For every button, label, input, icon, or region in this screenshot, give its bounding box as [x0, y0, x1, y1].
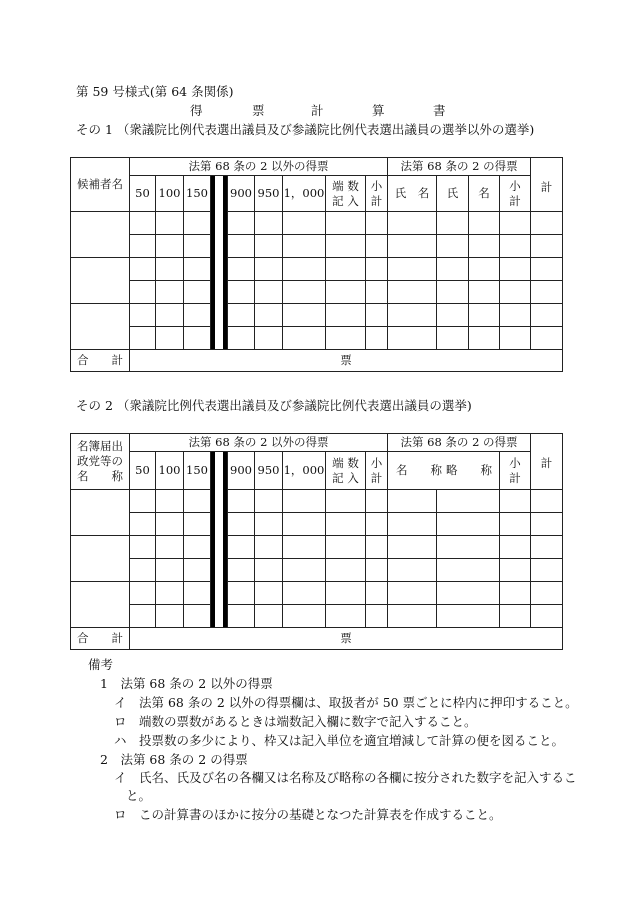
- table-row: [71, 490, 563, 513]
- given-name-header: 名: [469, 176, 500, 212]
- subtotal-header: [366, 452, 388, 490]
- table-row: [71, 605, 563, 628]
- omission-separator: [211, 452, 228, 628]
- form-number: 第 59 号様式(第 64 条関係): [76, 84, 234, 99]
- party-name-header: [71, 434, 130, 490]
- surname-header: 氏: [437, 176, 469, 212]
- tally-table-1: [70, 157, 563, 372]
- subtotal-char: 計: [370, 470, 383, 485]
- remark-item: イ 法第 68 条の 2 以外の得票欄は、取扱者が 50 票ごとに枠内に押印すること。: [114, 695, 578, 710]
- table-row: [71, 304, 563, 327]
- remark-item: 2 法第 68 条の 2 の得票: [100, 752, 248, 767]
- remark-item: ハ 投票数の多少により、枠又は記入単位を適宜増減して計算の便を図ること。: [114, 733, 565, 748]
- table-row: [71, 281, 563, 304]
- subtotal-header: [500, 452, 531, 490]
- fraction-label-line: 端 数: [332, 455, 359, 470]
- subtotal-char: 小: [370, 178, 383, 193]
- count-header: 100: [156, 176, 184, 212]
- tally-table-2: [70, 433, 563, 650]
- count-header: 900: [228, 452, 255, 490]
- name-cell[interactable]: [71, 304, 130, 350]
- count-header: 50: [130, 176, 156, 212]
- title-char: 計: [311, 103, 324, 118]
- subtotal-char: 計: [509, 193, 521, 208]
- fraction-label-line: 端 数: [332, 178, 359, 193]
- remarks-heading: 備考: [88, 657, 114, 672]
- total-column-header: 計: [531, 434, 563, 490]
- name-cell[interactable]: [71, 258, 130, 304]
- party-header-line: 名 称: [77, 468, 123, 483]
- title-char: 算: [372, 103, 385, 118]
- title-char: 得: [190, 103, 203, 118]
- subtotal-header: [500, 176, 531, 212]
- remark-item: ロ 端数の票数があるときは端数記入欄に数字で記入すること。: [114, 714, 477, 729]
- count-header: 950: [255, 176, 283, 212]
- remark-item: と。: [126, 788, 152, 803]
- count-header: 150: [184, 452, 211, 490]
- subtotal-char: 計: [509, 470, 521, 485]
- total-row: [71, 350, 563, 372]
- table-row: [71, 258, 563, 281]
- total-row-label: 合 計: [71, 350, 130, 372]
- count-header: 100: [156, 452, 184, 490]
- count-header: 50: [130, 452, 156, 490]
- abbreviation-header: 略 称: [446, 463, 493, 478]
- count-header: 1，000: [283, 452, 326, 490]
- remark-item: イ 氏名、氏及び名の各欄又は名称及び略称の各欄に按分された数字を記入するこ: [114, 770, 577, 785]
- subtotal-header: [366, 176, 388, 212]
- name-abbrev-header: [388, 452, 500, 490]
- table-row: [71, 235, 563, 258]
- total-column-header: 計: [531, 158, 563, 212]
- party-header-line: 政党等の: [77, 454, 123, 469]
- candidate-name-header: 候補者名: [71, 158, 130, 212]
- party-header-line: 名簿届出: [77, 439, 123, 454]
- count-header: 900: [228, 176, 255, 212]
- omission-separator: [211, 176, 228, 350]
- count-header: 1，000: [283, 176, 326, 212]
- fraction-label-line: 記 入: [332, 470, 359, 485]
- table-row: [71, 559, 563, 582]
- full-name-header: 氏 名: [388, 176, 437, 212]
- name-cell[interactable]: [71, 582, 130, 628]
- subtotal-char: 小: [370, 455, 383, 470]
- total-votes-cell[interactable]: 票: [130, 350, 563, 372]
- count-header: 950: [255, 452, 283, 490]
- subtotal-char: 小: [509, 178, 521, 193]
- total-votes-cell[interactable]: 票: [130, 628, 563, 650]
- section1-heading: その 1 （衆議院比例代表選出議員及び参議院比例代表選出議員の選挙以外の選挙): [76, 122, 535, 137]
- name-cell[interactable]: [71, 490, 130, 536]
- remark-item: 1 法第 68 条の 2 以外の得票: [100, 676, 273, 691]
- subtotal-char: 小: [509, 455, 521, 470]
- group1-header: 法第 68 条の 2 以外の得票: [130, 158, 388, 176]
- count-header: 150: [184, 176, 211, 212]
- total-row-label: 合 計: [71, 628, 130, 650]
- fraction-entry-header: [326, 452, 366, 490]
- name-cell[interactable]: [71, 212, 130, 258]
- remark-item: ロ この計算書のほかに按分の基礎となつた計算表を作成すること。: [114, 807, 502, 822]
- total-row: [71, 628, 563, 650]
- official-name-header: 名 称: [396, 463, 443, 478]
- group2-header: 法第 68 条の 2 の得票: [388, 434, 531, 452]
- group1-header: 法第 68 条の 2 以外の得票: [130, 434, 388, 452]
- table-row: [71, 536, 563, 559]
- table-row: [71, 513, 563, 536]
- fraction-label-line: 記 入: [332, 193, 359, 208]
- name-cell[interactable]: [71, 536, 130, 582]
- table-row: [71, 212, 563, 235]
- table-row: [71, 327, 563, 350]
- subtotal-char: 計: [370, 193, 383, 208]
- group2-header: 法第 68 条の 2 の得票: [388, 158, 531, 176]
- title-char: 書: [433, 103, 446, 118]
- fraction-entry-header: [326, 176, 366, 212]
- section2-heading: その 2 （衆議院比例代表選出議員及び参議院比例代表選出議員の選挙): [76, 398, 472, 413]
- title-char: 票: [252, 103, 265, 118]
- table-row: [71, 582, 563, 605]
